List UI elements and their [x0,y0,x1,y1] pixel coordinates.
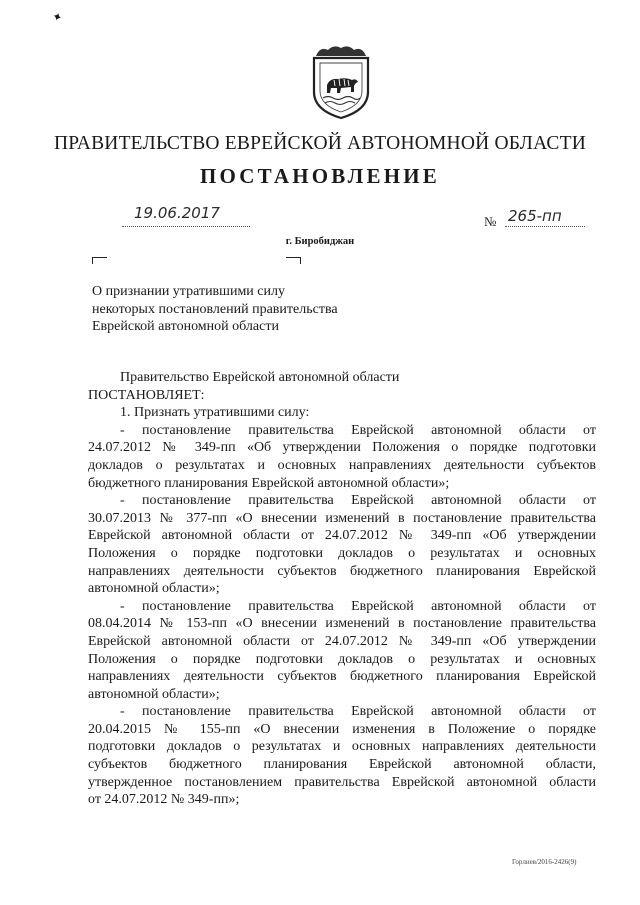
body-line: Еврейской автономной области от 24.07.2012 № 349-пп «Об утверждении [88,528,596,544]
body-line: 30.07.2013 № 377-пп «О внесении изменений в постановление правительства [88,510,596,526]
decree-subject [92,283,392,336]
body-line: - постановление правительства Еврейской автономной области от [120,704,596,720]
body-line: 24.07.2012 № 349-пп «Об утверждении Положения о порядке подготовки [88,440,596,456]
body-line: Положения о порядке подготовки докладов о результатах и основных [88,545,596,561]
document-type-title: ПОСТАНОВЛЕНИЕ [199,164,441,188]
body-line: автономной области»; [88,581,220,597]
body-line: 1. Признать утратившими силу: [120,405,310,421]
body-line: автономной области»; [88,686,220,702]
subject-bracket-right [286,257,301,264]
body-line: утвержденное постановлением правительства Еврейской автономной области [88,774,596,790]
subject-line: некоторых постановлений правительства [92,301,338,317]
city-label: г. Биробиджан [285,236,355,247]
subject-line: О признании утратившими силу [92,284,285,299]
government-title: ПРАВИТЕЛЬСТВО ЕВРЕЙСКОЙ АВТОНОМНОЙ ОБЛАСТИ [53,133,587,154]
subject-bracket-left [92,257,107,264]
number-label: № [484,214,497,229]
decree-body [88,369,596,809]
body-line: Правительство Еврейской автономной области [120,370,400,385]
body-line: 08.04.2014 № 153-пп «О внесении изменений в постановление правительства [88,616,596,632]
body-line: ПОСТАНОВЛЯЕТ: [88,387,205,403]
corner-mark: ✦ [50,8,65,26]
body-line: - постановление правительства Еврейской автономной области от [120,422,596,438]
decree-date: 19.06.2017 [134,204,220,222]
coat-of-arms-icon [300,40,382,122]
body-line: - постановление правительства Еврейской автономной области от [120,598,596,614]
number-underline [505,226,585,227]
subject-line: Еврейской автономной области [92,319,279,334]
body-line: Еврейской автономной области от 24.07.2012 № 349-пп «Об утверждении [88,633,596,649]
body-line: докладов о результатах и основных направлениях деятельности субъектов [88,457,596,473]
body-line: направлениях деятельности субъектов бюджетного планирования Еврейской [88,669,596,685]
decree-number: 265-пп [508,207,562,225]
body-line: направлениях деятельности субъектов бюджетного планирования Еврейской [88,563,596,579]
date-underline [122,226,250,227]
body-line: Положения о порядке подготовки докладов о результатах и основных [88,651,596,667]
body-line: от 24.07.2012 № 349-пп»; [88,792,240,808]
footer-code: Горлиев/2016-2426(9) [512,858,577,866]
body-line: 20.04.2015 № 155-пп «О внесении изменения в Положение о порядке [88,721,596,737]
body-line: субъектов бюджетного планирования Еврейской автономной области, [88,757,596,773]
body-line: - постановление правительства Еврейской автономной области от [120,493,596,509]
body-line: подготовки докладов о результатах и основных направлениях деятельности [88,739,596,755]
body-line: бюджетного планирования Еврейской автономной области»; [88,475,450,491]
